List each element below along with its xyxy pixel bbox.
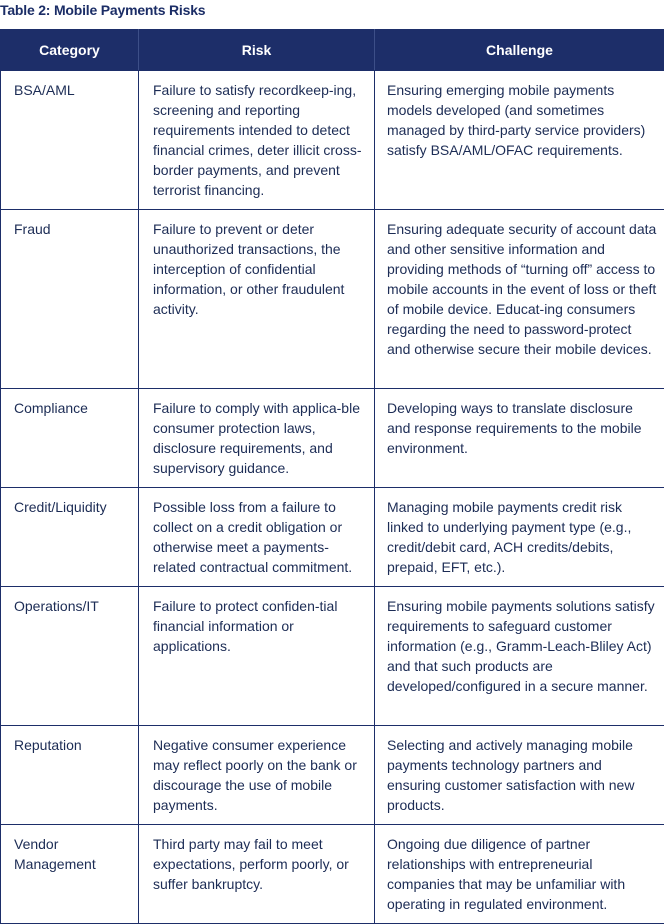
cell-risk: Failure to prevent or deter unauthorized transactions, the interception of confidential information, or other fraudulent activity. bbox=[139, 210, 375, 389]
cell-risk: Third party may fail to meet expectations, perform poorly, or suffer bankruptcy. bbox=[139, 825, 375, 924]
cell-challenge: Ensuring adequate security of account data and other sensitive information and providing methods of “turning off” access to mobile accounts in the event of loss or theft of mobile device. Educat-ing consumers regarding the need to password-protect and otherwise secure their mobile devices. bbox=[375, 210, 664, 389]
table-row bbox=[1, 210, 664, 389]
table-row bbox=[1, 389, 664, 488]
cell-challenge: Developing ways to translate disclosure and response requirements to the mobile environment. bbox=[375, 389, 664, 488]
cell-risk: Failure to satisfy recordkeep-ing, screening and reporting requirements intended to detect financial crimes, deter illicit cross-border payments, and prevent terrorist financing. bbox=[139, 71, 375, 210]
cell-category: Reputation bbox=[1, 726, 139, 825]
cell-challenge: Ensuring mobile payments solutions satisfy requirements to safeguard customer information (e.g., Gramm-Leach-Bliley Act) and that such products are developed/configured in a secure manner. bbox=[375, 587, 664, 726]
cell-risk: Negative consumer experience may reflect poorly on the bank or discourage the use of mobile payments. bbox=[139, 726, 375, 825]
risks-table bbox=[0, 29, 664, 924]
table-row bbox=[1, 825, 664, 924]
cell-category: BSA/AML bbox=[1, 71, 139, 210]
cell-risk: Failure to comply with applica-ble consumer protection laws, disclosure requirements, and supervisory guidance. bbox=[139, 389, 375, 488]
cell-challenge: Selecting and actively managing mobile payments technology partners and ensuring customer satisfaction with new products. bbox=[375, 726, 664, 825]
cell-category: Operations/IT bbox=[1, 587, 139, 726]
header-category: Category bbox=[1, 30, 139, 71]
table-header bbox=[1, 30, 664, 71]
table-title: Table 2: Mobile Payments Risks bbox=[0, 0, 205, 26]
cell-challenge: Ensuring emerging mobile payments models developed (and sometimes managed by third-party service providers) satisfy BSA/AML/OFAC requirements. bbox=[375, 71, 664, 210]
cell-challenge: Managing mobile payments credit risk linked to underlying payment type (e.g., credit/debit card, ACH credits/debits, prepaid, EFT, etc.). bbox=[375, 488, 664, 587]
cell-risk: Possible loss from a failure to collect on a credit obligation or otherwise meet a payments-related contractual commitment. bbox=[139, 488, 375, 587]
cell-challenge: Ongoing due diligence of partner relationships with entrepreneurial companies that may be unfamiliar with operating in regulated environment. bbox=[375, 825, 664, 924]
table-row bbox=[1, 587, 664, 726]
table-row bbox=[1, 726, 664, 825]
cell-category: Fraud bbox=[1, 210, 139, 389]
cell-category: Vendor Management bbox=[1, 825, 139, 924]
header-risk: Risk bbox=[139, 30, 375, 71]
table-row bbox=[1, 488, 664, 587]
cell-category: Credit/Liquidity bbox=[1, 488, 139, 587]
cell-category: Compliance bbox=[1, 389, 139, 488]
table-body bbox=[1, 71, 664, 924]
cell-risk: Failure to protect confiden-tial financial information or applications. bbox=[139, 587, 375, 726]
header-challenge: Challenge bbox=[375, 30, 664, 71]
header-row bbox=[1, 30, 664, 71]
table-row bbox=[1, 71, 664, 210]
